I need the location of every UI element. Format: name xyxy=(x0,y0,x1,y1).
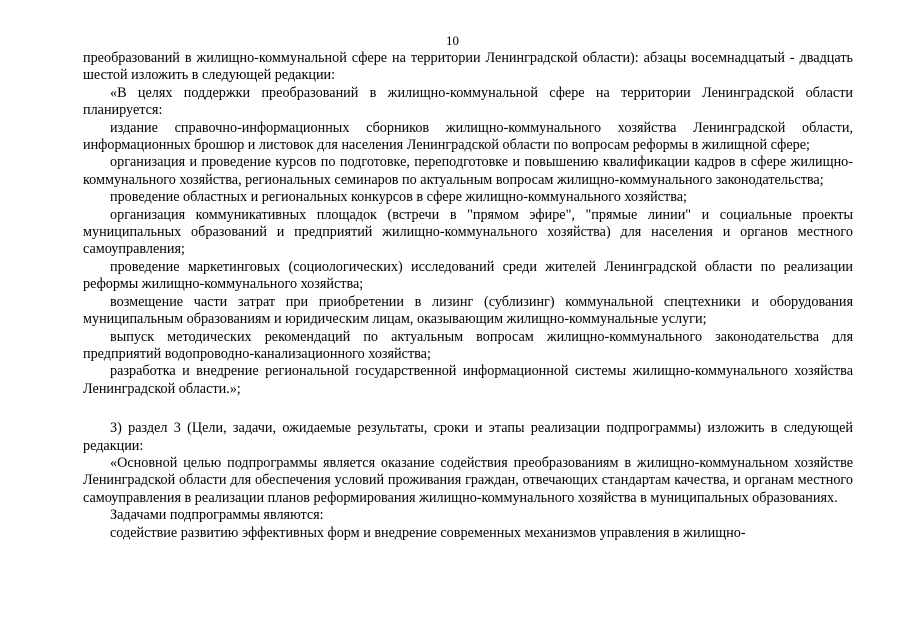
paragraph-leasing-compensation: возмещение части затрат при приобретении в лизинг (сублизинг) коммунальной спецтехники и оборудования муниципальным образованиям и юридическим лицам, оказывающим жилищно-коммунальные услуги; xyxy=(83,293,853,328)
paragraph-communication-platforms: организация коммуникативных площадок (встречи в "прямом эфире", "прямые линии" и социальные проекты муниципальных образований и предприятий жилищно-коммунального хозяйства) для населения и органов местного самоуправления; xyxy=(83,206,853,258)
paragraph-continuation: преобразований в жилищно-коммунальной сфере на территории Ленинградской области): абзацы восемнадцатый - двадцать шестой изложить в следующей редакции: xyxy=(83,50,853,84)
paragraph-information-system: разработка и внедрение региональной государственной информационной системы жилищно-коммунального хозяйства Ленинградской области.»; xyxy=(83,363,853,397)
paragraph-tasks-heading: Задачами подпрограммы являются: xyxy=(110,507,324,524)
paragraph-publications: издание справочно-информационных сборников жилищно-коммунального хозяйства Ленинградской области, информационных брошюр и листовок для населения Ленинградской области по вопросам реформы в жилищной сфере; xyxy=(83,119,853,154)
paragraph-task-1: содействие развитию эффективных форм и внедрение современных механизмов управления в жилищно- xyxy=(110,524,746,541)
paragraph-methodical-recommendations: выпуск методических рекомендаций по актуальным вопросам жилищно-коммунального законодательства для предприятий водопроводно-канализационного хозяйства; xyxy=(83,328,853,362)
paragraph-quote-intro: «В целях поддержки преобразований в жилищно-коммунальной сфере на территории Ленинградской области планируется: xyxy=(83,84,853,119)
paragraph-section-3: 3) раздел 3 (Цели, задачи, ожидаемые результаты, сроки и этапы реализации подпрограммы) изложить в следующей редакции: xyxy=(83,420,853,454)
paragraph-marketing-research: проведение маркетинговых (социологических) исследований среди жителей Ленинградской области по реализации реформы жилищно-коммунального хозяйства; xyxy=(83,258,853,293)
paragraph-courses: организация и проведение курсов по подготовке, переподготовке и повышению квалификации кадров в сфере жилищно-коммунального хозяйства, региональных семинаров по актуальным вопросам жилищно-коммунального законодательства; xyxy=(83,154,853,188)
document-body xyxy=(83,50,853,542)
paragraph-contests: проведение областных и региональных конкурсов в сфере жилищно-коммунального хозяйства; xyxy=(110,189,687,206)
paragraph-main-goal: «Основной целью подпрограммы является оказание содействия преобразованиям в жилищно-коммунальном хозяйстве Ленинградской области для обеспечения условий проживания граждан, отвечающих стандартам качества, и органам местного самоуправления в реализации планов реформирования жилищно-коммунального хозяйства в муниципальных образованиях. xyxy=(83,454,853,506)
page-number: 10 xyxy=(446,33,459,48)
